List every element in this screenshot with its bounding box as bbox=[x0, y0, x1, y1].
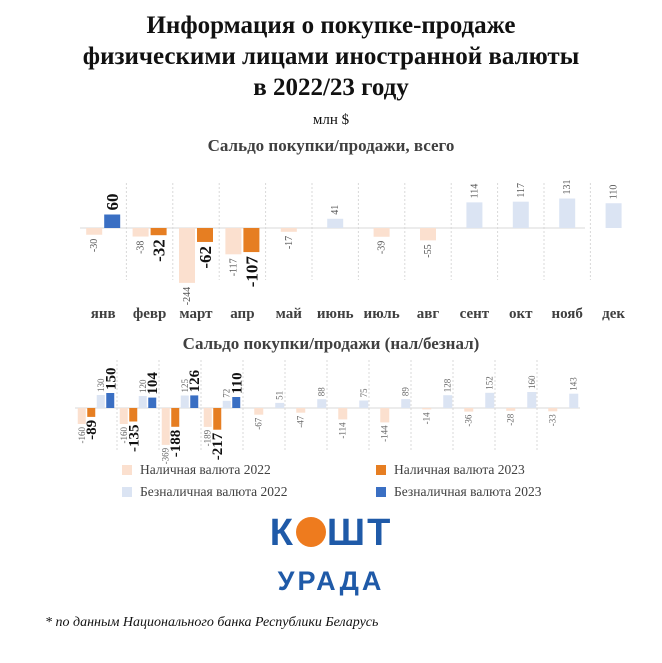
chart2-label-cash-2022: -67 bbox=[253, 417, 264, 430]
chart2-bar-noncash-2022 bbox=[97, 395, 105, 408]
chart2-label-cash-2022: -28 bbox=[505, 413, 516, 426]
chart2-label-noncash-2023: 110 bbox=[229, 372, 246, 394]
chart2-label-cash-2022: -369 bbox=[160, 447, 171, 465]
chart2-label-noncash-2022: 160 bbox=[526, 375, 537, 389]
unit-label: млн $ bbox=[312, 112, 350, 128]
chart1-x-tick-label: авг bbox=[416, 306, 440, 322]
chart2-bar-cash-2023 bbox=[213, 408, 221, 430]
chart1-x-tick-label: апр bbox=[230, 306, 255, 322]
chart2-label-noncash-2023: 150 bbox=[103, 367, 120, 390]
chart1-x-tick-label: март bbox=[179, 306, 213, 322]
legend-label-noncash-2022: Безналичная валюта 2022 bbox=[140, 484, 288, 499]
chart2-label-cash-2022: -160 bbox=[118, 427, 129, 444]
chart1-bar-2022-label: 114 bbox=[469, 183, 481, 199]
chart2-bar-cash-2023 bbox=[87, 408, 95, 417]
chart1-bar-2022-label: -244 bbox=[182, 286, 193, 306]
logo-kosht bbox=[0, 512, 662, 555]
chart2-title: Сальдо покупки/продажи (нал/безнал) bbox=[182, 334, 480, 353]
chart2-label-cash-2023: -188 bbox=[168, 429, 185, 458]
chart2-label-noncash-2022: 152 bbox=[484, 376, 495, 390]
chart2-bar-noncash-2022 bbox=[401, 399, 410, 408]
chart2-label-noncash-2022: 128 bbox=[442, 378, 453, 393]
chart2-label-cash-2023: -135 bbox=[126, 424, 143, 452]
chart2-bar-noncash-2022 bbox=[223, 401, 231, 408]
chart1-bar-2022-label: -38 bbox=[135, 240, 147, 254]
chart1-x-tick-label: июль bbox=[363, 306, 400, 322]
chart2-bar-noncash-2022 bbox=[275, 403, 284, 408]
legend-item-noncash-2022 bbox=[122, 484, 288, 500]
chart1-bar-2022-label: 41 bbox=[330, 204, 342, 215]
chart1-bar-2023-label: -107 bbox=[242, 256, 262, 288]
coin-icon bbox=[296, 517, 326, 547]
chart1-bar-2022-label: -55 bbox=[423, 244, 434, 258]
chart2-label-noncash-2022: 130 bbox=[95, 378, 106, 392]
chart2-label-cash-2023: -89 bbox=[84, 419, 101, 440]
chart1-bar-2023-label: -32 bbox=[149, 239, 169, 262]
chart2-label-noncash-2023: 126 bbox=[187, 369, 204, 393]
chart1-x-tick-label: дек bbox=[602, 306, 626, 322]
chart1-x-tick-label: сент bbox=[459, 306, 490, 322]
logo-kosht-right: ШТ bbox=[326, 512, 393, 554]
chart2-bar-cash-2022 bbox=[120, 408, 128, 424]
chart2-bar-cash-2022 bbox=[422, 408, 431, 409]
chart2-bar-cash-2022 bbox=[254, 408, 263, 415]
chart1-x-tick-label: июнь bbox=[316, 306, 354, 322]
chart2-label-cash-2022: -160 bbox=[76, 427, 87, 444]
chart2-label-cash-2022: -33 bbox=[547, 414, 558, 427]
chart1-bar-2022-label: -39 bbox=[376, 240, 388, 255]
chart2-label-noncash-2022: 88 bbox=[316, 387, 327, 397]
chart2-label-noncash-2022: 72 bbox=[221, 388, 232, 398]
chart1-bar-2022-label: 110 bbox=[608, 184, 620, 200]
chart2-label-noncash-2023: 104 bbox=[145, 372, 162, 395]
legend-swatch-noncash-2023 bbox=[376, 487, 386, 497]
chart2-bar-cash-2022 bbox=[548, 408, 557, 411]
chart1-x-tick-label: май bbox=[275, 306, 302, 322]
chart2-label-noncash-2022: 125 bbox=[179, 379, 190, 393]
chart2-label-cash-2023: -217 bbox=[210, 432, 227, 461]
chart2-label-cash-2022: -189 bbox=[202, 429, 213, 447]
chart2-bar-cash-2022 bbox=[506, 408, 515, 411]
legend-swatch-cash-2023 bbox=[376, 465, 386, 475]
chart2-label-noncash-2022: 75 bbox=[358, 388, 369, 398]
chart2-bar-noncash-2022 bbox=[569, 394, 578, 408]
chart1-title: Сальдо покупки/продажи, всего bbox=[207, 136, 455, 155]
chart1-bar-2022-label: -117 bbox=[228, 258, 240, 277]
chart1-bar-2023-label: -62 bbox=[196, 245, 215, 269]
chart2-bar-noncash-2022 bbox=[317, 399, 326, 408]
logo-kosht-left: К bbox=[269, 512, 295, 554]
legend-label-cash-2022: Наличная валюта 2022 bbox=[140, 462, 271, 477]
chart2-bar-cash-2023 bbox=[129, 408, 137, 422]
chart2-bar-noncash-2022 bbox=[359, 401, 368, 409]
legend-swatch-noncash-2022 bbox=[122, 487, 132, 497]
title-line-2: физическими лицами иностранной валюты bbox=[82, 43, 580, 70]
chart2-bar-noncash-2023 bbox=[232, 397, 240, 408]
chart2-bar-noncash-2023 bbox=[190, 395, 198, 408]
chart2-bar-noncash-2022 bbox=[443, 395, 452, 408]
chart1-bar-2022-label: -17 bbox=[283, 235, 295, 250]
legend-label-cash-2023: Наличная валюта 2023 bbox=[394, 462, 525, 477]
chart2-label-cash-2022: -47 bbox=[295, 415, 306, 428]
chart2-bar-noncash-2022 bbox=[485, 393, 494, 408]
legend-item-cash-2022 bbox=[122, 462, 271, 478]
logo-urada: УРАДА bbox=[277, 566, 385, 596]
chart1-bar-2022-label: 117 bbox=[515, 183, 527, 198]
chart2-bar-cash-2022 bbox=[380, 408, 389, 422]
chart2-bar-noncash-2022 bbox=[139, 396, 147, 408]
chart2-bar-cash-2022 bbox=[464, 408, 473, 412]
chart2-bar-cash-2023 bbox=[171, 408, 179, 427]
legend-swatch-cash-2022 bbox=[122, 465, 132, 475]
chart1-x-tick-label: нояб bbox=[551, 306, 583, 322]
chart2-label-cash-2022: -144 bbox=[379, 425, 390, 442]
chart2-label-cash-2022: -114 bbox=[337, 422, 348, 439]
chart2-bar-cash-2022 bbox=[296, 408, 305, 413]
chart2-label-noncash-2022: 89 bbox=[400, 387, 411, 397]
chart2-label-cash-2022: -14 bbox=[421, 412, 432, 425]
title-line-1: Информация о покупке-продаже bbox=[146, 12, 516, 39]
chart2-label-noncash-2022: 51 bbox=[274, 390, 285, 400]
legend-item-cash-2023 bbox=[376, 462, 525, 478]
chart1-x-tick-label: окт bbox=[509, 306, 533, 322]
chart1-x-tick-label: февр bbox=[132, 306, 167, 322]
legend-item-noncash-2023 bbox=[376, 484, 542, 500]
chart2-bar-cash-2022 bbox=[338, 408, 347, 419]
chart1-bar-2022-label: 131 bbox=[562, 179, 574, 195]
chart2-label-noncash-2022: 120 bbox=[137, 379, 148, 393]
legend-label-noncash-2023: Безналичная валюта 2023 bbox=[394, 484, 542, 499]
chart2-bar-noncash-2022 bbox=[527, 392, 536, 408]
chart2-label-cash-2022: -36 bbox=[463, 414, 474, 427]
title-line-3: в 2022/23 году bbox=[253, 74, 409, 101]
chart1-bar-2022-label: -30 bbox=[89, 238, 101, 253]
chart2-bar-noncash-2023 bbox=[148, 398, 156, 408]
chart2-bar-noncash-2023 bbox=[106, 393, 114, 408]
chart1-bar-2023-label: 60 bbox=[103, 193, 123, 211]
footnote: * по данным Национального банка Республики Беларусь bbox=[45, 615, 379, 630]
chart2-bar-noncash-2022 bbox=[181, 396, 189, 409]
chart1-x-tick-label: янв bbox=[90, 306, 116, 322]
chart2-bar-cash-2022 bbox=[204, 408, 212, 427]
chart2-label-noncash-2022: 143 bbox=[568, 377, 579, 391]
